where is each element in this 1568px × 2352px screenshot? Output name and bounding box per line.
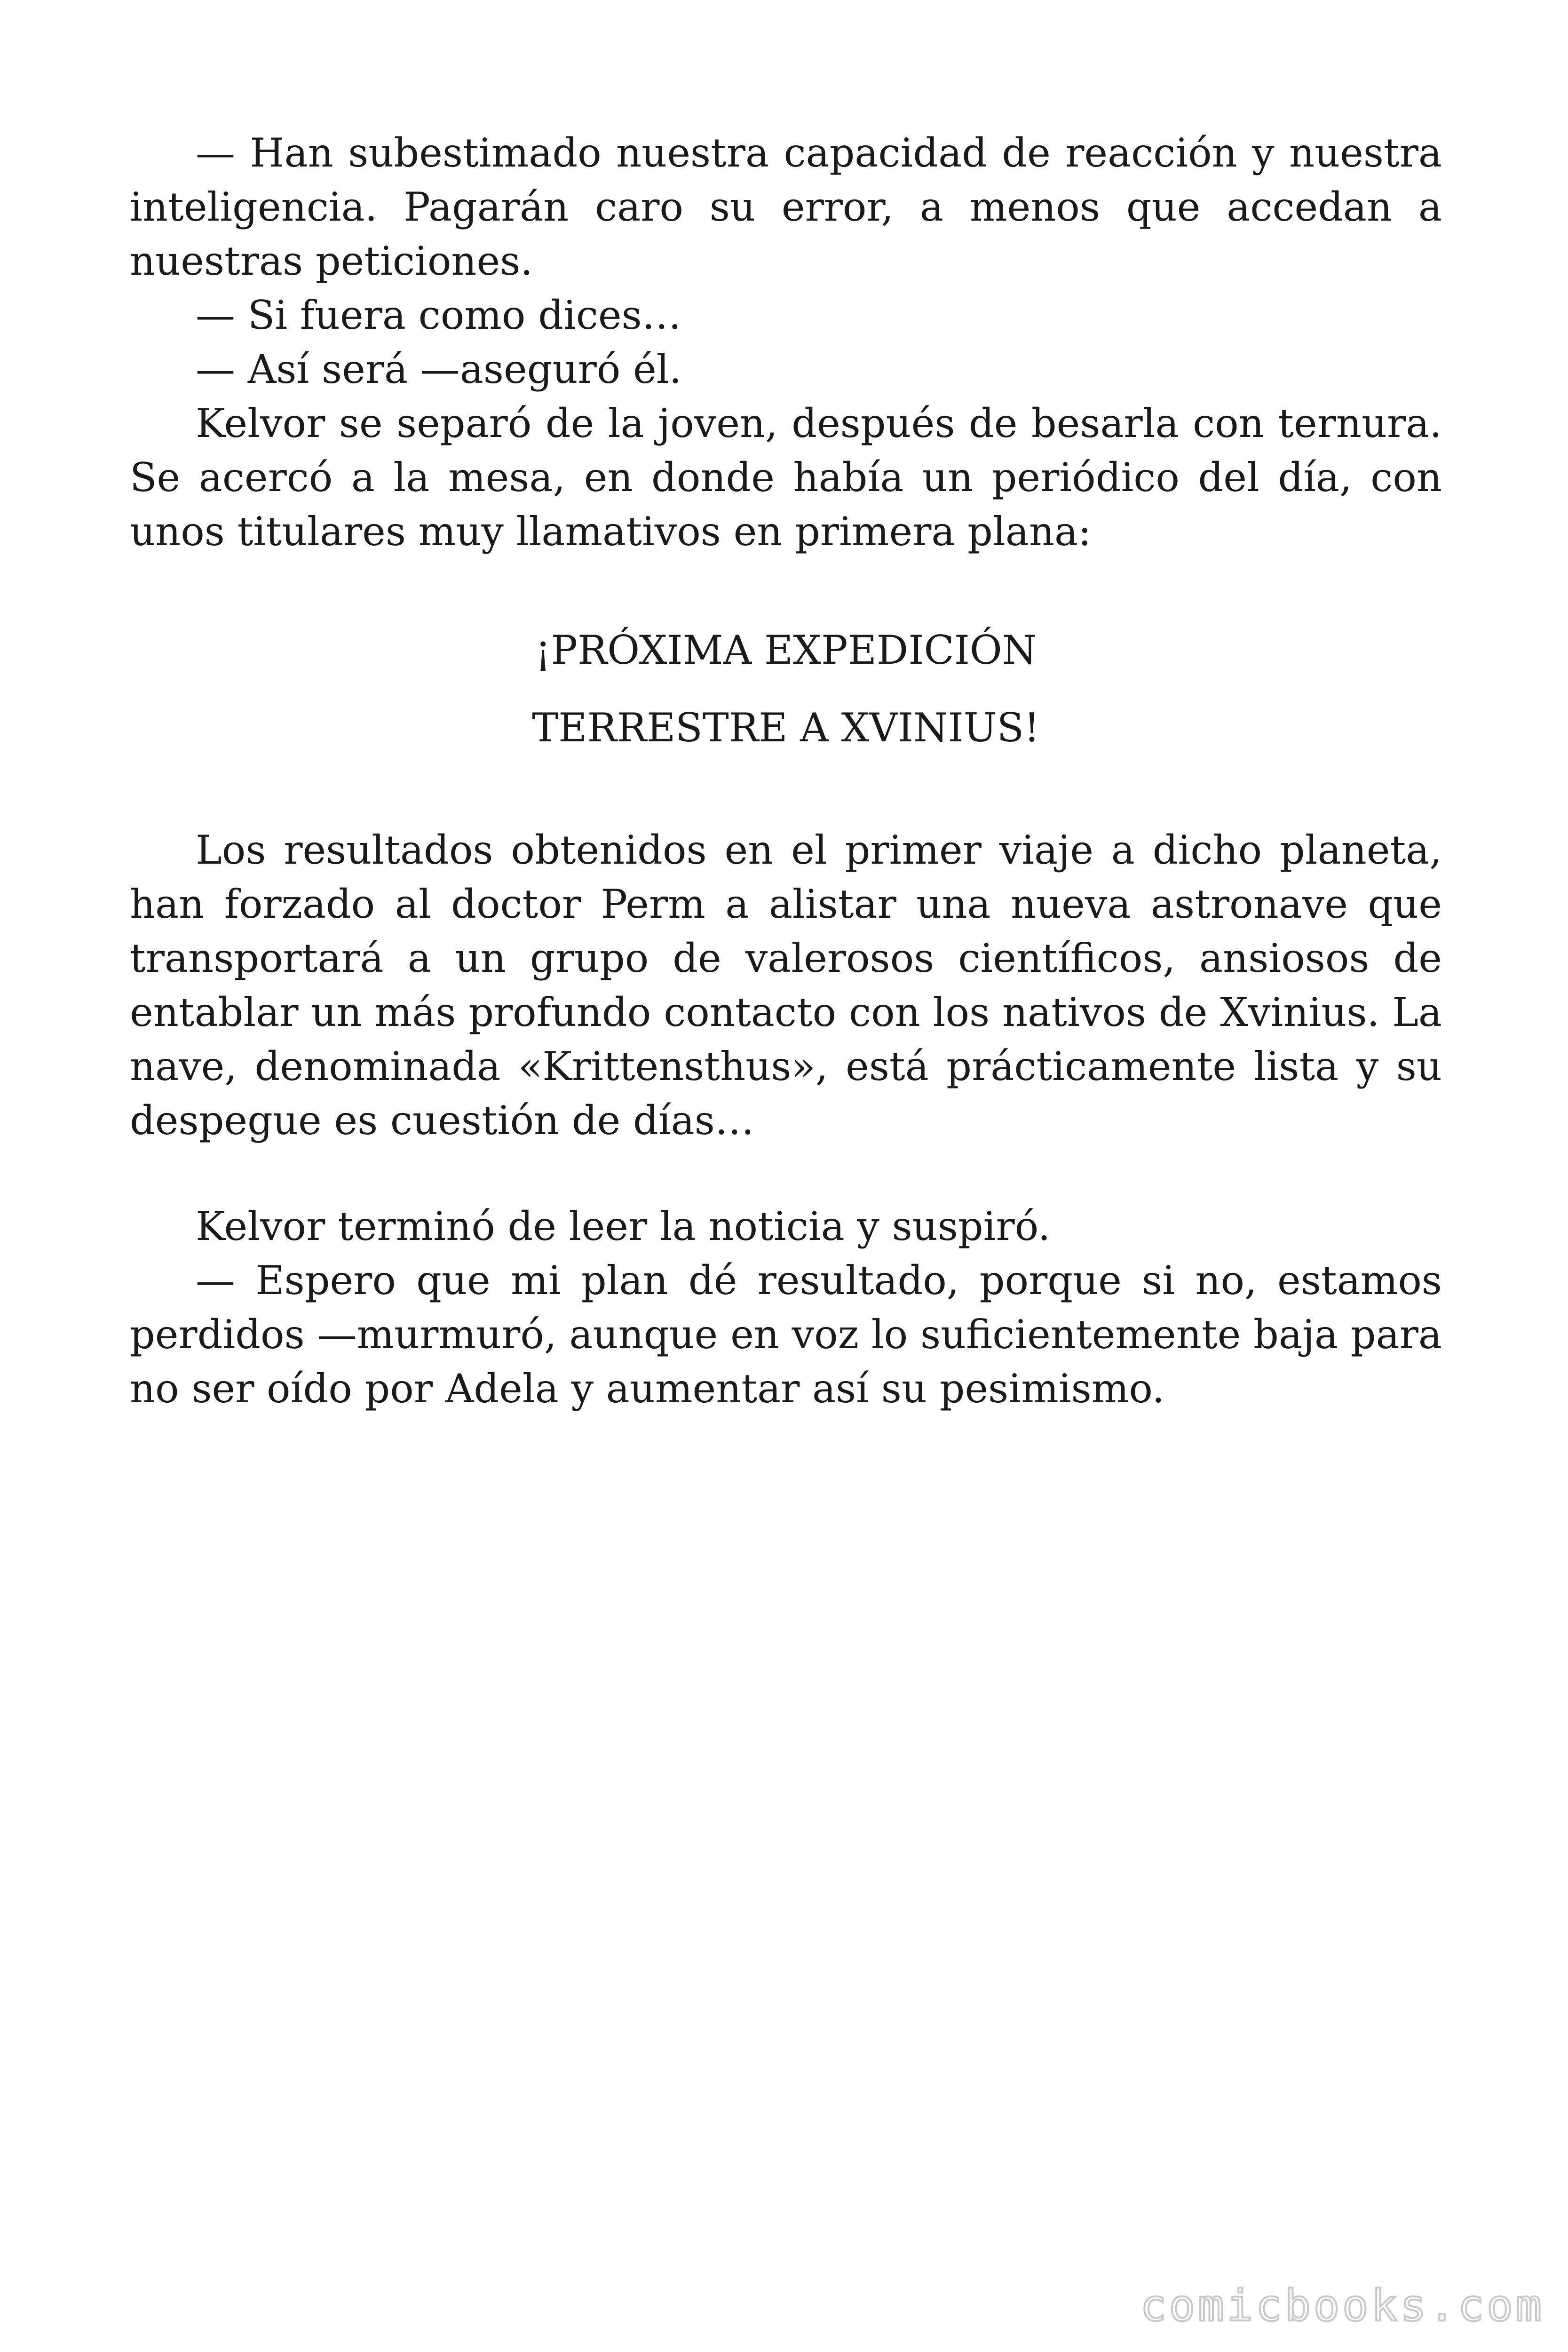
closing-block [130, 1200, 1442, 1416]
dialogue-block [130, 126, 1442, 559]
paragraph: — Espero que mi plan dé resultado, porque si no, estamos perdidos —murmuró, aunque en voz lo suficientemente baja para no ser oído por Adela y aumentar así su pesimismo. [130, 1257, 1442, 1412]
headline-line: ¡PRÓXIMA EXPEDICIÓN [535, 627, 1037, 673]
paragraph: Kelvor terminó de leer la noticia y suspiró. [196, 1203, 1051, 1249]
paragraph: Los resultados obtenidos en el primer viaje a dicho planeta, han forzado al doctor Perm a alistar una nueva astronave que transportará a un grupo de valerosos científicos, ansiosos de entablar un más profundo contacto con los nativos de Xvinius. La nave, denominada «Krittensthus», está prácticamente lista y su despegue es cuestión de días… [130, 827, 1442, 1144]
paragraph: — Si fuera como dices… [196, 292, 681, 338]
news-article-block [130, 823, 1442, 1148]
watermark: comicbooks.com [1140, 2280, 1544, 2331]
paragraph: — Así será —aseguró él. [196, 346, 682, 392]
paragraph: Kelvor se separó de la joven, después de besarla con ternura. Se acercó a la mesa, en donde había un periódico del día, con unos titulares muy llamativos en primera plana: [130, 400, 1442, 555]
newspaper-headline [130, 612, 1442, 767]
paragraph: — Han subestimado nuestra capacidad de reacción y nuestra inteligencia. Pagarán caro su error, a menos que accedan a nuestras peticiones. [130, 130, 1442, 284]
headline-line: TERRESTRE A XVINIUS! [532, 705, 1040, 751]
